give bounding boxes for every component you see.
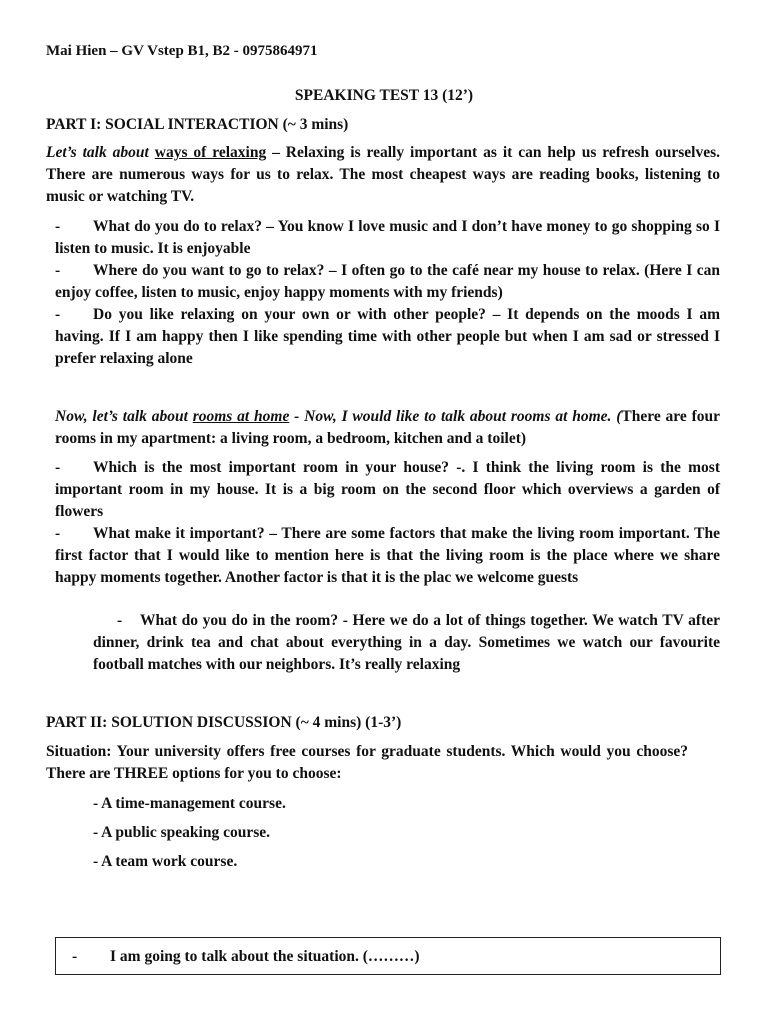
bullet-dash: - [55,525,61,542]
bullet-dash: - [55,218,61,235]
question-text: What do you do to relax? – You know I love music and I don’t have money to go shopping so I listen to music. It is enjoyable [55,218,720,257]
bullet-dash: - [117,612,123,629]
option-time-management: - A time-management course. [93,795,286,812]
option-public-speaking: - A public speaking course. [93,824,270,841]
topic2-lead: Now, let’s talk about [55,408,188,425]
part1-heading: PART I: SOCIAL INTERACTION (~ 3 mins) [46,116,349,133]
topic2-question-2 [55,523,720,589]
test-title: SPEAKING TEST 13 (12’) [294,87,474,104]
question-text: Which is the most important room in your house? -. I think the living room is the most important room in my house. It is a big room on the second floor which overviews a garden of flowers [55,459,720,520]
topic1-question-3 [55,304,720,370]
topic1-intro [46,142,720,208]
question-text: Do you like relaxing on your own or with other people? – It depends on the moods I am having. If I am happy then I like spending time with other people but when I am sad or stressed I prefer relaxing alone [55,306,720,367]
bullet-dash: - [72,948,78,965]
question-text: What do you do in the room? - Here we do a lot of things together. We watch TV after dinner, drink tea and chat about everything in a day. Sometimes we watch our favourite football matches with our neighbors. It’s really relaxing [93,612,720,673]
answer-box-line: I am going to talk about the situation. (………) [110,948,420,965]
bullet-dash: - [55,262,61,279]
topic1-question-2 [55,260,720,304]
author-header: Mai Hien – GV Vstep B1, B2 - 0975864971 [46,43,318,59]
topic2-rest: There are four rooms in my apartment: a living room, a bedroom, kitchen and a toilet) [55,408,720,447]
topic2-intro [55,406,720,450]
part2-heading: PART II: SOLUTION DISCUSSION (~ 4 mins) (1-3’) [46,714,402,731]
topic1-question-1 [55,216,720,260]
topic1-lead: Let’s talk about [46,144,149,161]
option-team-work: - A team work course. [93,853,238,870]
topic2-topic: rooms at home [192,408,290,425]
answer-box-text [72,946,420,968]
question-text: What make it important? – There are some factors that make the living room important. The first factor that I would like to mention here is that the living room is the place where we share happy moments together. Another factor is that it is the plac we welcome guests [55,525,720,586]
answer-box [55,937,721,975]
topic2-question-1 [55,457,720,523]
topic2-question-3 [93,610,720,676]
bullet-dash: - [55,306,61,323]
question-text: Where do you want to go to relax? – I often go to the café near my house to relax. (Here I can enjoy coffee, listen to music, enjoy happy moments with my friends) [55,262,720,301]
topic1-rest: – Relaxing is really important as it can help us refresh ourselves. There are numerous ways for us to relax. The most cheapest ways are reading books, listening to music or watching TV. [46,144,720,205]
bullet-dash: - [55,459,61,476]
topic1-topic: ways of relaxing [154,144,267,161]
situation-text: Situation: Your university offers free courses for graduate students. Which would you choose? There are THREE options for you to choose: [46,743,688,782]
topic2-italic-rest: - Now, I would like to talk about rooms at home. ( [289,408,622,425]
